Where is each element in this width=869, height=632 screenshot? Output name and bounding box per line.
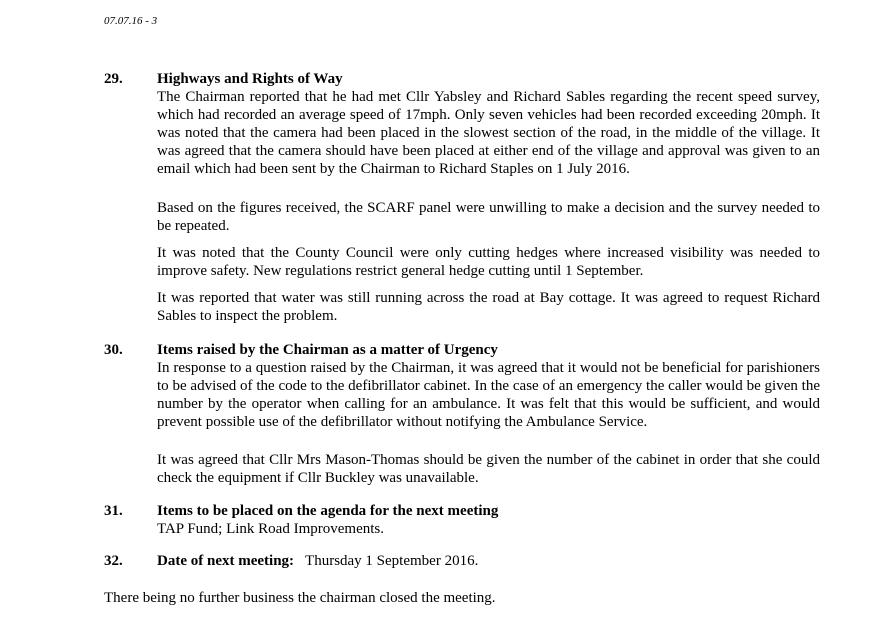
section-paragraph: The Chairman reported that he had met Cllr Yabsley and Richard Sables regarding the recent speed survey, which had recorded an average speed of 17mph. Only seven vehicles had been recorded exceeding 20mph. It was noted that the camera had been placed in the slowest section of the road, in the middle of the village. It was agreed that the camera should have been placed at either end of the village and approval was given to an email which had been sent by the Chairman to Richard Staples on 1 July 2016. [157,89,820,177]
next-meeting-line [157,552,478,570]
next-meeting-date: Thursday 1 September 2016. [305,553,479,569]
section-number: 29. [104,71,123,87]
section-number: 32. [104,553,123,569]
section-number: 31. [104,503,123,519]
section-paragraph: Based on the figures received, the SCARF panel were unwilling to make a decision and the survey needed to be repeated. [157,200,820,234]
section-title: Date of next meeting: [157,553,295,569]
section-title: Highways and Rights of Way [157,71,343,87]
section-number: 30. [104,342,123,358]
page-reference: 07.07.16 - 3 [104,15,158,27]
section-paragraph: It was agreed that Cllr Mrs Mason-Thomas should be given the number of the cabinet in order that she could check the equipment if Cllr Buckley was unavailable. [157,452,820,486]
section-paragraph: It was noted that the County Council were only cutting hedges where increased visibility was needed to improve safety. New regulations restrict general hedge cutting until 1 September. [157,245,820,279]
closing-statement: There being no further business the chairman closed the meeting. [104,590,496,606]
section-title: Items to be placed on the agenda for the next meeting [157,503,499,519]
section-paragraph: TAP Fund; Link Road Improvements. [157,521,384,537]
section-paragraph: In response to a question raised by the Chairman, it was agreed that it would not be beneficial for parishioners to be advised of the code to the defibrillator cabinet. In the case of an emergency the caller would be given the number by the operator when calling for an ambulance. It was felt that this would be sufficient, and would prevent possible use of the defibrillator without notifying the Ambulance Service. [157,360,820,430]
section-title: Items raised by the Chairman as a matter of Urgency [157,342,498,358]
section-paragraph: It was reported that water was still running across the road at Bay cottage. It was agreed to request Richard Sables to inspect the problem. [157,290,820,324]
